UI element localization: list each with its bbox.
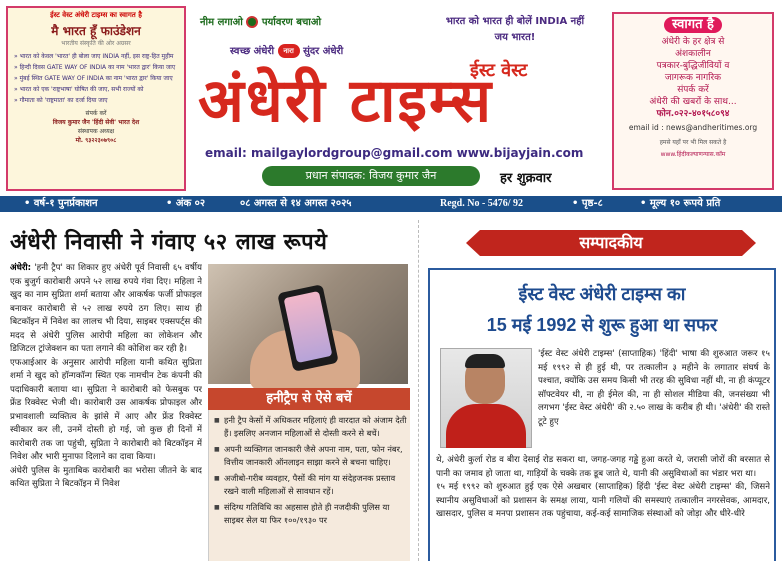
tips-title: हनीट्रैप से ऐसे बचें: [208, 388, 410, 410]
editorial-headline-line2: 15 मई 1992 से शुरू हुआ था सफर: [486, 315, 718, 335]
dateline: अंधेरी:: [10, 263, 32, 273]
promo-left-item: » हिन्दी दिवस GATE WAY OF INDIA का नाम 'भारत द्वार' किया जाए: [14, 64, 176, 71]
promo-left-subtitle: भारतीय संस्कृति की ओर अग्रसर: [61, 40, 131, 47]
promo-right-line: अंधेरी की खबरों के साथ...: [649, 97, 737, 107]
column-divider: [418, 220, 419, 561]
promo-left-item: » गौमाता को 'राष्ट्रमाता' का दर्जा दिया जाए: [14, 97, 108, 104]
article-headline: अंधेरी निवासी ने गंवाए ५२ लाख रूपये: [10, 230, 328, 255]
promo-right-email: email id : news@andheritimes.org: [628, 123, 758, 132]
promo-right-line: जागरूक नागरिक: [664, 73, 722, 83]
contact-name: विजय कुमार जैन 'हिंदी सेवी' भारत देश: [52, 119, 140, 126]
promo-right-line: अंधेरी के हर क्षेत्र से: [661, 37, 725, 47]
newspaper-logo: अंधेरी टाइम्स: [198, 66, 494, 136]
price: • मूल्य १० रूपये प्रति: [640, 198, 721, 209]
article-paragraph: अंधेरी: 'हनी ट्रैप' का शिकार हुए अंधेरी पूर्व निवासी ६५ वर्षीय एक बुजुर्ग कारोबारी अपने ५२ लाख रुपये गंवा दिए। महिला ने खुद का नाम सुप्रिता शर्मा बताया और आकर्षक फर्जी प्रोफाइल बनाकर कारोबारी से ५२ लाख रुपये ठग लिए। साथ ही बिटकॉइन में निवेश का लालच भी दिया, साइबर एक्सपर्ट्स की मदद से अंधेरी पुलिस आरोपी महिला का लोकेशन और डिजिटल ट्रांजेक्शन का पता लगाने की कोशिश कर रही है।: [10, 263, 202, 354]
article-body: [10, 262, 202, 561]
slogan-neem: नीम लगाओ पर्यावरण बचाओ: [200, 17, 322, 28]
welcome-badge: स्वागत है: [664, 17, 722, 33]
promo-right-phone: फोन.०२२-४०१५८०९४: [656, 109, 730, 119]
portrait-shirt: [446, 404, 526, 448]
slogan-bharat: भारत को भारत ही बोलें INDIA नहीं जय भारत!: [445, 16, 585, 43]
promo-right-footer: हमसे यहाँ पर भी मिल सकते है: [659, 139, 727, 146]
promo-right-line: पत्रकार-बुद्धिजीवियों व: [656, 61, 730, 71]
contact-phone: मो. ९३२२३०७९०८: [75, 137, 117, 144]
promo-left-item: » भारत को एक 'राष्ट्रभाषा' घोषित की जाए, सभी राज्यों को: [14, 86, 144, 93]
article-paragraph: अंधेरी पुलिस के मुताबिक कारोबारी का भरोसा जीतने के बाद कथित सुप्रिता ने बिटकॉइन में निवेश: [10, 465, 202, 489]
promo-left-box: [6, 6, 186, 191]
editorial-text-bottom: थे, अंधेरी कुर्ला रोड व बीरा देसाई रोड सकरा था, जगह-जगह गड्ढे हुआ करते थे, जरासी जोरों की बरसात से पानी का जमाव हो जाता था, गाड़ियों के चक्के तक डूब जाते थे, यानी की असुविधाओं का भंडार भरा था। १५ मई १९९२ को शुरुआत हुई एक ऐसे अखबार (साप्ताहिक) हिंदी 'ईस्ट वेस्ट अंधेरी टाइम्स' की, जिसने स्थानीय असुविधाओं को प्रशासन के समक्ष लाया, यानी गलियों की समस्याएं तत्कालीन नगरसेवक, आमदार, खासदार, पुलिस व मनपा प्रशासन तक पहुंचाया, कई-कई सामाजिक संस्थाओं को जोड़ा और धीरे-धीरे: [436, 455, 770, 519]
promo-right-website: www.हिंदीकल्याणन्यास.कॉम: [660, 151, 726, 158]
promo-left-item: » मुंबई स्थित GATE WAY OF INDIA का नाम 'भारत द्वार' किया जाए: [14, 75, 173, 82]
issue-info-bar: [0, 196, 782, 212]
editorial-text-top: 'ईस्ट वेस्ट अंधेरी टाइम्स' (साप्ताहिक) 'हिंदी' भाषा की शुरुआत जरूर १५ मई १९९२ से ही हुई थी, पर तत्कालीन ३ महीने के लगातार संघर्ष के पश्चात, क्योंकि उस समय किसी भी तरह की सुविधा नहीं थी, ना ही कंप्यूटर सॉफ्टवेयर थी, ना ही ईमेल की, ना ही सोशल मीडिया की, जनसंख्या भी लगभग 'ईस्ट वेस्ट अंधेरी' की २.५० लाख के करीब ही थी। 'अंधेरी' की रास्ते टूटे हुए: [538, 349, 770, 427]
tip-item: ■ अपनी व्यक्तिगत जानकारी जैसे अपना नाम, पता, फोन नंबर, वित्तीय जानकारी ऑनलाइन साझा करने से बचना चाहिए।: [214, 443, 408, 469]
editorial-tab: सम्पादकीय: [480, 230, 742, 256]
promo-left-contact: [14, 109, 178, 145]
article-paragraph: एफआईआर के अनुसार आरोपी महिला यानी कथित सुप्रिता शर्मा ने खुद को हॉन्गकॉन्ग स्थित एक नामचीन टेक कंपनी की पदाधिकारी बताया था। सुप्रिता ने कारोबारी को फेसबुक पर फ्रेंड रिक्वेस्ट भेजी थी। कारोबारी उस आकर्षक प्रोफाइल और प्रभावशाली व्यक्तित्व के झांसे में आए और फ्रेंड रिक्वेस्ट स्वीकार कर ली, उनमें दोस्ती हो गई, जो कुछ ही दिनों में कारोबारी तक जा पहुंची, सुप्रिता ने कारोबारी को बिटकॉइन में निवेश और भारी मुनाफा दिलाने का दावा किया।: [10, 357, 202, 462]
east-west-label: ईस्ट वेस्ट: [470, 60, 528, 81]
promo-right-line: अंशकालीन: [675, 49, 711, 59]
tips-list: [214, 414, 408, 530]
volume-year: • वर्ष-१ पुनर्प्रकाशन: [24, 198, 98, 209]
promo-left-item: » भारत को केवल 'भारत' ही बोला जाए INDIA नहीं, इस राष्ट्र-हित मुहीम: [14, 53, 174, 60]
editorial-headline-line1: ईस्ट वेस्ट अंधेरी टाइम्स का: [518, 284, 686, 304]
promo-left-top: ईस्ट वेस्ट अंधेरी टाइम्स का स्वागत है: [50, 11, 142, 19]
contact-emails: email: mailgaylordgroup@gmail.com www.bijayjain.com: [205, 146, 584, 160]
weekly-label: हर शुक्रवार: [500, 171, 552, 186]
issue-dates: ०८ अगस्त से १४ अगस्त २०२५: [240, 198, 352, 209]
slogan-clean-andheri: स्वच्छ अंधेरी नारा सुंदर अंधेरी: [230, 46, 344, 57]
promo-right-line: संपर्क करें: [677, 85, 709, 95]
promo-right-box: [612, 12, 774, 190]
tip-item: ■ हनी ट्रैप केसों में अधिकतर महिलाएं ही वारदात को अंजाम देती हैं। इसलिए अनजान महिलाओं से दोस्ती करने से बचें।: [214, 414, 408, 440]
contact-role: संस्थापक अध्यक्ष: [77, 128, 115, 135]
tip-item: ■ अजीबो-गरीब व्यवहार, पैसों की मांग या संदेहजनक प्रस्ताव रखने वाली महिलाओं से सावधान रहें।: [214, 472, 408, 498]
contact-label: संपर्क करें: [85, 110, 107, 117]
registration-number: Regd. No - 5476/ 92: [440, 198, 524, 209]
promo-left-title: मै भारत हूँ फाउंडेशन: [51, 24, 141, 38]
environment-icon: [246, 16, 258, 28]
page-count: • पृष्ठ-८: [572, 198, 603, 209]
tip-item: ■ संदिग्ध गतिविधि का अहसास होते ही नजदीकी पुलिस या साइबर सेल या फिर १००/१९३० पर: [214, 501, 408, 527]
portrait-hair: [465, 354, 505, 368]
chief-editor-bar: प्रधान संपादक: विजय कुमार जैन: [262, 166, 480, 186]
issue-number: • अंक ०२: [166, 198, 206, 209]
promo-left-list: [14, 52, 178, 105]
nara-badge: नारा: [278, 44, 300, 58]
